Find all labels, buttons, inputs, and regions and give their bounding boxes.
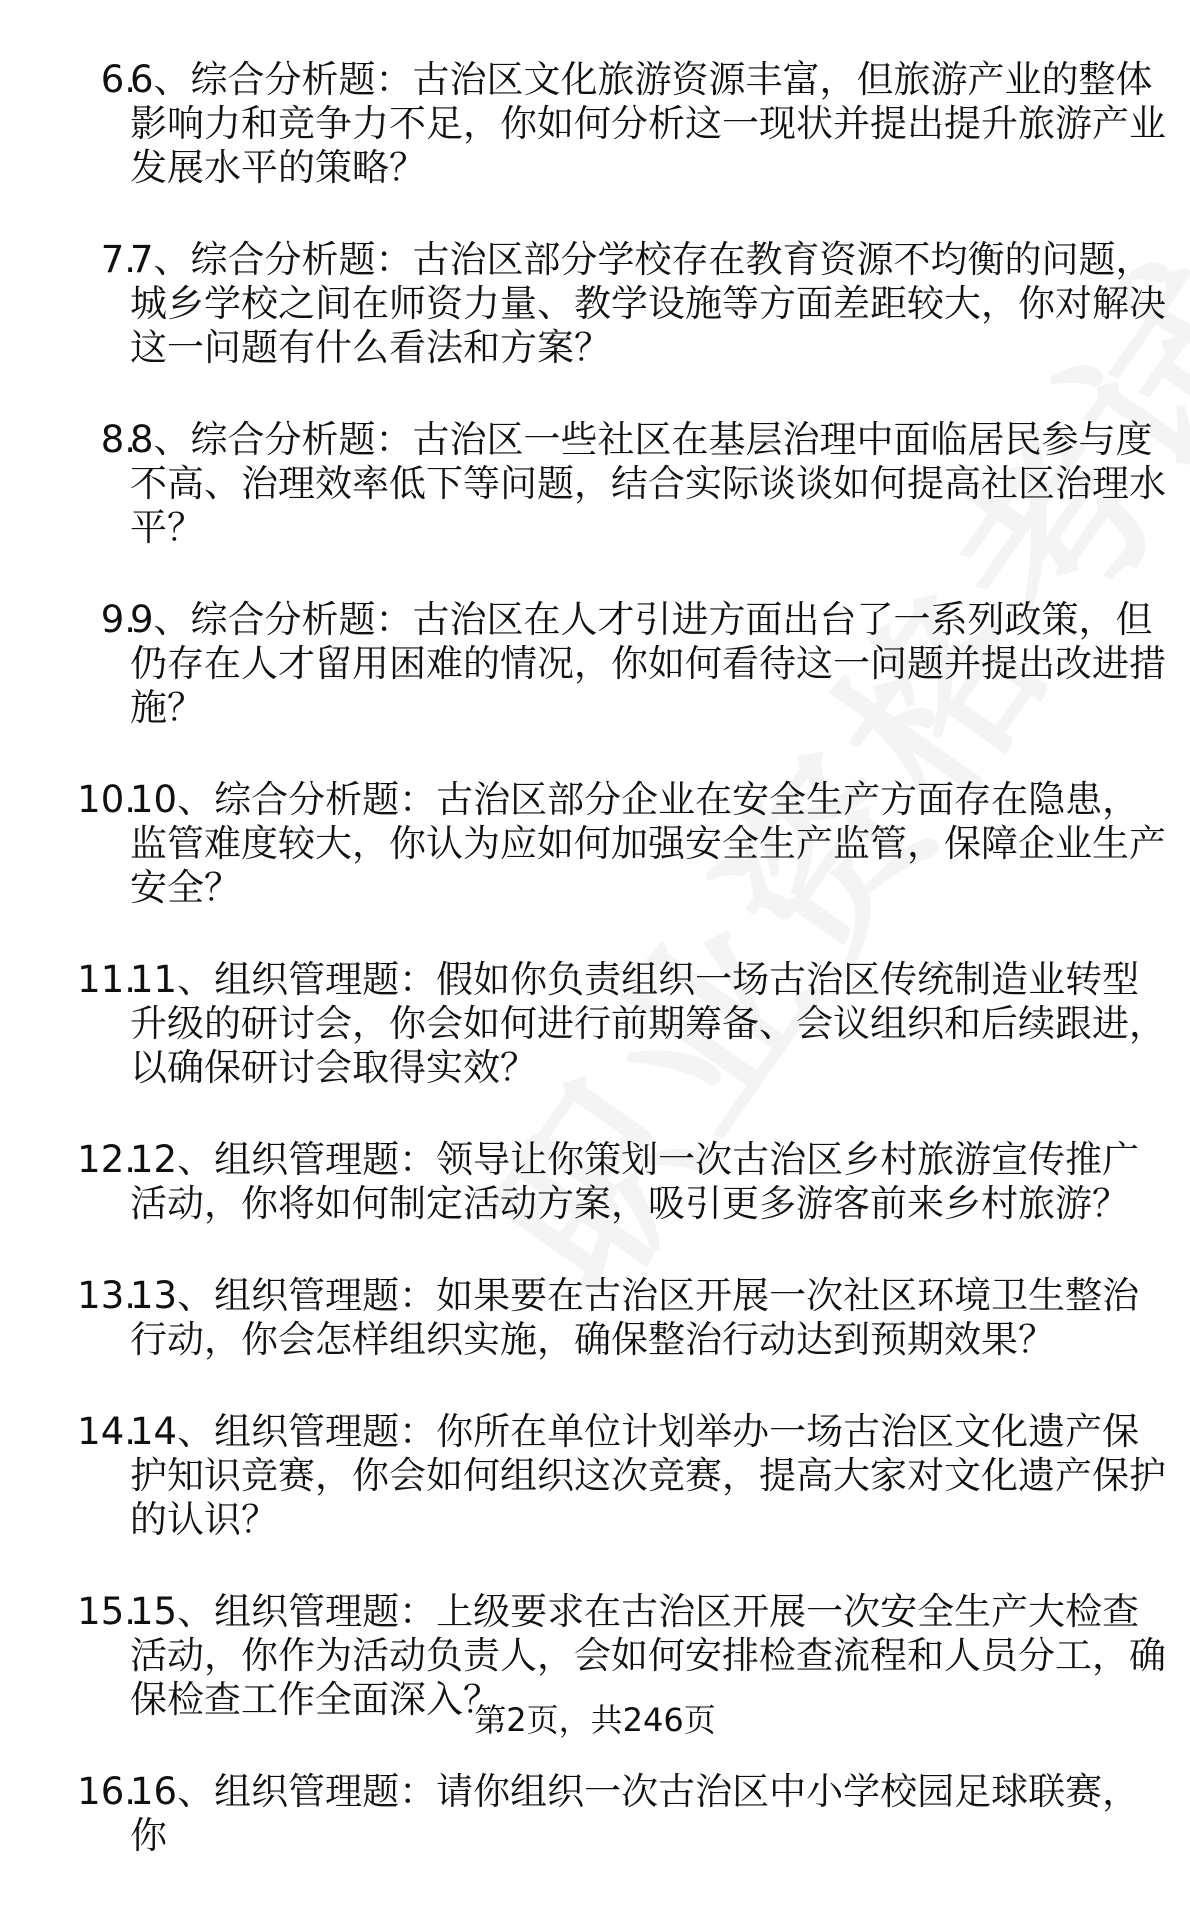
question-text: 9、综合分析题：古治区在人才引进方面出台了一系列政策，但仍存在人才留用困难的情况，你如何看待这一问题并提出改进措施？ [130, 598, 1166, 729]
question-text: 16、组织管理题：请你组织一次古治区中小学校园足球联赛，你 [130, 1770, 1140, 1857]
page-footer: 第2页，共246页 [474, 1701, 716, 1739]
question-text: 13、组织管理题：如果要在古治区开展一次社区环境卫生整治行动，你会怎样组织实施，确保整治行动达到预期效果？ [130, 1274, 1140, 1361]
list-item [0, 1274, 1190, 1362]
question-number: 11. [77, 958, 136, 1001]
question-text: 14、组织管理题：你所在单位计划举办一场古治区文化遗产保护知识竞赛，你会如何组织这次竞赛，提高大家对文化遗产保护的认识？ [130, 1410, 1166, 1541]
question-number: 16. [77, 1770, 136, 1813]
question-list [0, 58, 1190, 1906]
question-text: 6、综合分析题：古治区文化旅游资源丰富，但旅游产业的整体影响力和竞争力不足，你如何分析这一现状并提出提升旅游产业发展水平的策略？ [130, 58, 1166, 189]
question-text: 10、综合分析题：古治区部分企业在安全生产方面存在隐患，监管难度较大，你认为应如何加强安全生产监管，保障企业生产安全？ [130, 778, 1166, 909]
question-number: 6. [100, 58, 136, 101]
question-number: 14. [77, 1410, 136, 1453]
question-number: 13. [77, 1274, 136, 1317]
question-text: 15、组织管理题：上级要求在古治区开展一次安全生产大检查活动，你作为活动负责人，会如何安排检查流程和人员分工，确保检查工作全面深入？ [130, 1590, 1166, 1721]
list-item [0, 598, 1190, 730]
question-number: 7. [100, 238, 136, 281]
question-number: 12. [77, 1138, 136, 1181]
question-text: 11、组织管理题：假如你负责组织一场古治区传统制造业转型升级的研讨会，你会如何进行前期筹备、会议组织和后续跟进，以确保研讨会取得实效？ [130, 958, 1166, 1089]
question-number: 10. [77, 778, 136, 821]
question-text: 8、综合分析题：古治区一些社区在基层治理中面临居民参与度不高、治理效率低下等问题，结合实际谈谈如何提高社区治理水平？ [130, 418, 1166, 549]
list-item [0, 1410, 1190, 1542]
list-item [0, 1138, 1190, 1226]
list-item [0, 958, 1190, 1090]
question-number: 15. [77, 1590, 136, 1633]
list-item [0, 238, 1190, 370]
question-number: 8. [100, 418, 136, 461]
question-text: 12、组织管理题：领导让你策划一次古治区乡村旅游宣传推广活动，你将如何制定活动方案，吸引更多游客前来乡村旅游？ [130, 1138, 1140, 1225]
list-item [0, 1770, 1190, 1858]
list-item [0, 778, 1190, 910]
question-number: 9. [100, 598, 136, 641]
list-item [0, 58, 1190, 190]
list-item [0, 418, 1190, 550]
question-text: 7、综合分析题：古治区部分学校存在教育资源不均衡的问题，城乡学校之间在师资力量、教学设施等方面差距较大，你对解决这一问题有什么看法和方案？ [130, 238, 1166, 369]
